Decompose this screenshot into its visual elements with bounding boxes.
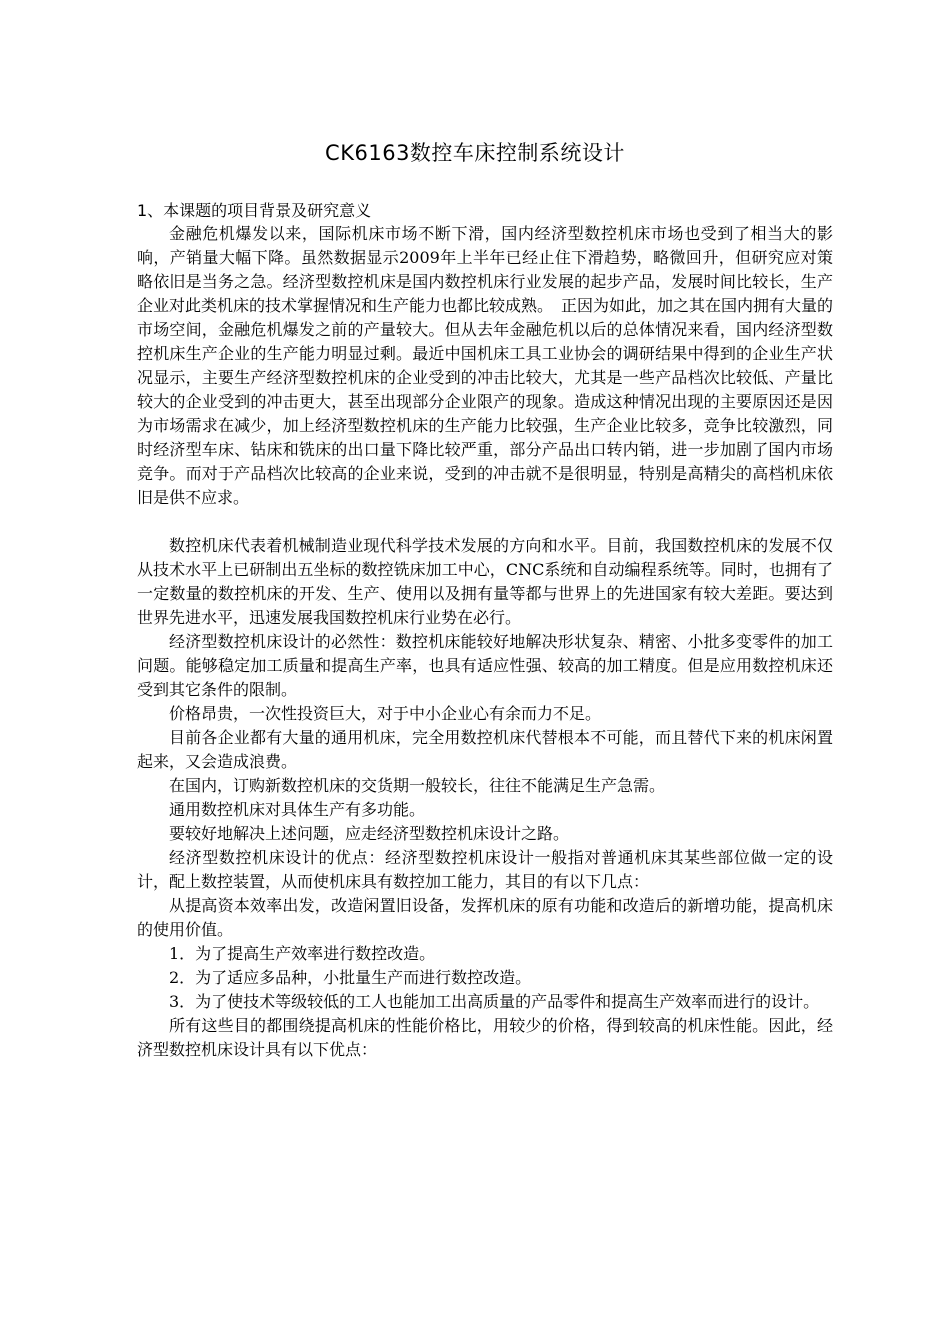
paragraph-capital-efficiency: 从提高资本效率出发，改造闲置旧设备，发挥机床的原有功能和改造后的新增功能，提高机床的使用价值。 (137, 896, 833, 939)
paragraph-advantages: 经济型数控机床设计的优点：经济型数控机床设计一般指对普通机床其某些部位做一定的设计，配上数控装置，从而使机床具有数控加工能力，其目的有以下几点： (137, 848, 833, 891)
paragraph-spacer (137, 510, 833, 534)
document-body (137, 222, 833, 1062)
section-heading: 1、本课题的项目背景及研究意义 (137, 201, 372, 220)
list-item-1: 1．为了提高生产效率进行数控改造。 (169, 944, 436, 963)
paragraph-solution: 要较好地解决上述问题，应走经济型数控机床设计之路。 (169, 824, 570, 843)
paragraph-existing-machines: 目前各企业都有大量的通用机床，完全用数控机床代替根本不可能，而且替代下来的机床闲置起来，又会造成浪费。 (137, 728, 833, 771)
document-title: CK6163数控车床控制系统设计 (325, 141, 625, 165)
paragraph-market-background: 金融危机爆发以来，国际机床市场不断下滑，国内经济型数控机床市场也受到了相当大的影响，产销量大幅下降。虽然数据显示2009年上半年已经止住下滑趋势，略微回升，但研究应对策略依旧是当务之急。经济型数控机床是国内数控机床行业发展的起步产品，发展时间比较长，生产企业对此类机床的技术掌握情况和生产能力也都比较成熟。 正因为如此，加之其在国内拥有大量的市场空间，金融危机爆发之前的产量较大。但从去年金融危机以后的总体情况来看，国内经济型数控机床生产企业的生产能力明显过剩。最近中国机床工具工业协会的调研结果中得到的企业生产状况显示，主要生产经济型数控机床的企业受到的冲击比较大，尤其是一些产品档次比较低、产量比较大的企业受到的冲击更大，甚至出现部分企业限产的现象。造成这种情况出现的主要原因还是因为市场需求在减少，加上经济型数控机床的生产能力比较强，生产企业比较多，竞争比较激烈，同时经济型车床、钻床和铣床的出口量下降比较严重，部分产品出口转内销，进一步加剧了国内市场竞争。而对于产品档次比较高的企业来说，受到的冲击就不是很明显，特别是高精尖的高档机床依旧是供不应求。 (137, 224, 834, 507)
paragraph-necessity: 经济型数控机床设计的必然性：数控机床能较好地解决形状复杂、精密、小批多变零件的加工问题。能够稳定加工质量和提高生产率，也具有适应性强、较高的加工精度。但是应用数控机床还受到其它条件的限制。 (137, 632, 833, 699)
list-item-3: 3．为了使技术等级较低的工人也能加工出高质量的产品零件和提高生产效率而进行的设计。 (169, 992, 820, 1011)
paragraph-cnc-development: 数控机床代表着机械制造业现代科学技术发展的方向和水平。目前，我国数控机床的发展不仅从技术水平上已研制出五坐标的数控铣床加工中心，CNC系统和自动编程系统等。同时，也拥有了一定数量的数控机床的开发、生产、使用以及拥有量等都与世界上的先进国家有较大差距。要达到世界先进水平，迅速发展我国数控机床行业势在必行。 (137, 536, 833, 627)
paragraph-delivery: 在国内，订购新数控机床的交货期一般较长，往往不能满足生产急需。 (169, 776, 666, 795)
paragraph-multifunction: 通用数控机床对具体生产有多功能。 (169, 800, 426, 819)
paragraph-cost: 价格昂贵，一次性投资巨大，对于中小企业心有余而力不足。 (169, 704, 602, 723)
paragraph-conclusion: 所有这些目的都围绕提高机床的性能价格比，用较少的价格，得到较高的机床性能。因此，经济型数控机床设计具有以下优点： (137, 1016, 833, 1059)
list-item-2: 2．为了适应多品种，小批量生产而进行数控改造。 (169, 968, 532, 987)
